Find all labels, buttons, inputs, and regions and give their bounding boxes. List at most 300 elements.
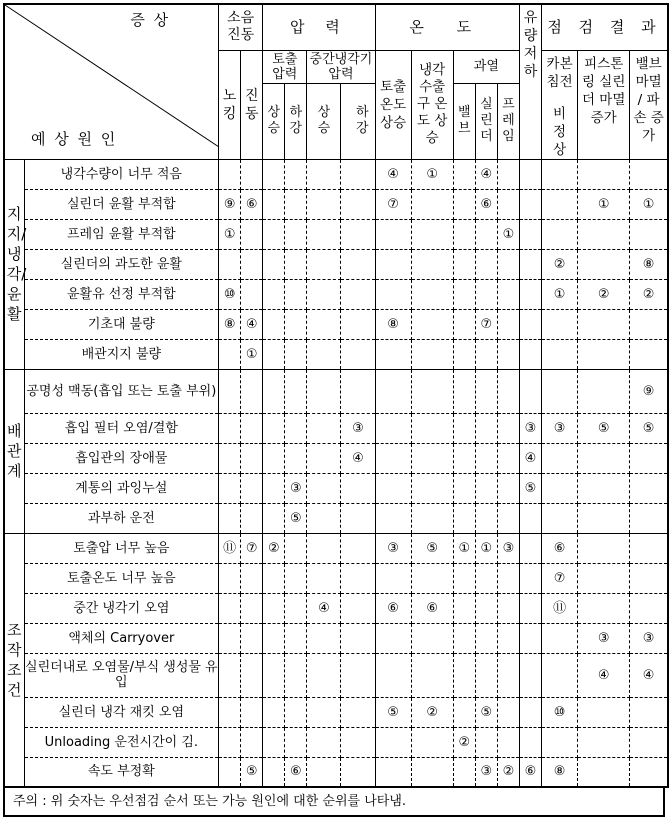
value-cell [475,249,497,279]
table-row [4,697,668,727]
overheat-header: 과열 [453,50,519,83]
value-cell [219,503,241,533]
value-cell [219,653,241,697]
value-cell: ② [411,697,453,727]
value-cell [519,249,541,279]
value-cell [578,219,630,249]
value-cell: ⑥ [519,757,541,787]
value-cell [630,159,668,189]
value-cell [411,279,453,309]
value-cell [219,593,241,623]
value-cell: ④ [630,653,668,697]
value-cell [219,443,241,473]
value-cell [241,563,263,593]
table-row [4,443,668,473]
value-cell [219,697,241,727]
dp-rise-header: 상승 [263,83,285,159]
value-cell [241,249,263,279]
value-cell [307,473,341,503]
value-cell [241,503,263,533]
value-cell [285,653,307,697]
value-cell [307,159,341,189]
value-cell: ⑦ [375,189,411,219]
value-cell [375,249,411,279]
value-cell [475,473,497,503]
cause-cell: 냉각수량이 너무 적음 [24,159,219,189]
value-cell [453,757,475,787]
value-cell [307,249,341,279]
value-cell: ⑤ [285,503,307,533]
value-cell: ⑦ [542,563,578,593]
value-cell [519,623,541,653]
value-cell: ⑥ [241,189,263,219]
vibration-header: 진동 [241,50,263,159]
value-cell [542,727,578,757]
value-cell [341,189,375,219]
value-cell [453,309,475,339]
table-row [4,503,668,533]
cause-cell: 토출압 너무 높음 [24,533,219,563]
table-row [4,563,668,593]
value-cell [219,623,241,653]
value-cell [542,473,578,503]
value-cell [542,443,578,473]
value-cell: ③ [341,413,375,443]
value-cell [263,159,285,189]
value-cell [578,697,630,727]
value-cell [497,653,519,697]
value-cell [475,279,497,309]
value-cell [497,189,519,219]
value-cell [341,757,375,787]
value-cell [519,279,541,309]
value-cell [219,757,241,787]
value-cell [497,309,519,339]
value-cell [285,533,307,563]
value-cell: ① [542,279,578,309]
value-cell [542,189,578,219]
value-cell [453,653,475,697]
value-cell [453,339,475,369]
value-cell [411,309,453,339]
value-cell [411,443,453,473]
cause-cell: 실린더 냉각 재킷 오염 [24,697,219,727]
value-cell [411,757,453,787]
value-cell [263,653,285,697]
value-cell [263,473,285,503]
value-cell [219,473,241,503]
value-cell: ② [263,533,285,563]
value-cell [630,339,668,369]
value-cell [497,503,519,533]
value-cell [241,159,263,189]
value-cell [341,623,375,653]
value-cell [341,727,375,757]
ip-rise-header: 상승 [307,83,341,159]
value-cell: ④ [341,443,375,473]
value-cell [375,339,411,369]
pressure-header: 압 력 [263,4,375,50]
value-cell [341,279,375,309]
value-cell [497,413,519,443]
value-cell [375,473,411,503]
cause-cell: 흡입관의 장애물 [24,443,219,473]
group-operating-conditions: 조작조건 [4,533,24,787]
overheat-frame-header: 프레임 [497,83,519,159]
value-cell [307,757,341,787]
value-cell [285,443,307,473]
cause-cell: 배관지지 불량 [24,339,219,369]
value-cell [285,727,307,757]
value-cell [241,443,263,473]
value-cell [475,563,497,593]
overheat-valve-header: 밸브 [453,83,475,159]
inspection-header: 점 검 결 과 [542,4,668,50]
value-cell [453,563,475,593]
value-cell [453,159,475,189]
cause-cell: 액체의 Carryover [24,623,219,653]
value-cell: ④ [519,443,541,473]
value-cell [411,249,453,279]
value-cell [497,249,519,279]
value-cell: ③ [542,413,578,443]
value-cell [453,279,475,309]
value-cell [411,369,453,413]
footnote: 주의 : 위 숫자는 우선점검 순서 또는 가능 원인에 대한 순위를 나타냄. [3,787,665,817]
troubleshooting-table-wrapper [3,3,669,809]
table-row [4,339,668,369]
value-cell [411,563,453,593]
group-support-cooling-lubrication: 지지/냉각/윤활 [4,159,24,369]
value-cell [219,339,241,369]
value-cell [475,443,497,473]
value-cell [411,413,453,443]
value-cell: ② [453,727,475,757]
value-cell [519,653,541,697]
value-cell [519,533,541,563]
value-cell [411,189,453,219]
cause-cell: 기초대 불량 [24,309,219,339]
value-cell [542,309,578,339]
value-cell [578,443,630,473]
value-cell [285,593,307,623]
value-cell [519,727,541,757]
value-cell [475,727,497,757]
value-cell [519,369,541,413]
value-cell [630,727,668,757]
value-cell [578,369,630,413]
value-cell [542,653,578,697]
value-cell [453,443,475,473]
value-cell [497,369,519,413]
value-cell [497,593,519,623]
table-row [4,159,668,189]
value-cell: ⑥ [411,593,453,623]
value-cell [453,503,475,533]
value-cell [375,413,411,443]
value-cell: ⑤ [241,757,263,787]
value-cell: ⑨ [630,369,668,413]
value-cell [341,533,375,563]
value-cell [578,473,630,503]
value-cell [453,697,475,727]
value-cell [307,413,341,443]
value-cell: ⑤ [411,533,453,563]
value-cell: ⑩ [219,279,241,309]
value-cell [263,593,285,623]
corner-header [4,4,219,159]
value-cell: ① [241,339,263,369]
value-cell [497,339,519,369]
intercooler-pressure-header: 중간냉각기 압력 [307,50,375,83]
value-cell: ② [578,279,630,309]
cause-cell: 계통의 과잉누설 [24,473,219,503]
value-cell [578,727,630,757]
symptom-header: 증 상 [130,11,171,29]
value-cell [519,339,541,369]
value-cell [307,563,341,593]
value-cell: ⑧ [375,309,411,339]
value-cell [263,309,285,339]
value-cell: ③ [519,413,541,443]
value-cell [375,503,411,533]
value-cell [578,249,630,279]
value-cell [497,563,519,593]
table-row [4,757,668,787]
value-cell [285,623,307,653]
group-piping: 배관계 [4,369,24,533]
value-cell [475,369,497,413]
value-cell [453,219,475,249]
value-cell [497,623,519,653]
value-cell [578,593,630,623]
value-cell [519,219,541,249]
table-row [4,249,668,279]
value-cell: ⑧ [542,757,578,787]
value-cell: ② [630,279,668,309]
value-cell [497,473,519,503]
value-cell [375,219,411,249]
value-cell [475,623,497,653]
value-cell: ① [475,533,497,563]
value-cell [578,503,630,533]
value-cell [241,593,263,623]
value-cell [453,369,475,413]
value-cell [341,473,375,503]
value-cell [411,727,453,757]
cause-cell: 윤활유 선정 부적합 [24,279,219,309]
value-cell [578,159,630,189]
value-cell [307,189,341,219]
value-cell [263,413,285,443]
value-cell [453,593,475,623]
overheat-cylinder-header: 실린더 [475,83,497,159]
value-cell [263,219,285,249]
cause-cell: 실린더내로 오염물/부식 생성물 유입 [24,653,219,697]
value-cell [375,727,411,757]
value-cell [241,653,263,697]
value-cell: ③ [285,473,307,503]
value-cell [307,623,341,653]
temperature-header: 온 도 [375,4,519,50]
value-cell: ⑦ [241,533,263,563]
value-cell [341,339,375,369]
value-cell [263,443,285,473]
value-cell [475,413,497,443]
value-cell [241,279,263,309]
cause-cell: 흡입 필터 오염/결함 [24,413,219,443]
value-cell [285,697,307,727]
value-cell: ① [630,189,668,219]
table-row [4,533,668,563]
value-cell: ⑪ [219,533,241,563]
value-cell [375,279,411,309]
value-cell: ⑤ [375,697,411,727]
corner-diagonal [5,5,219,147]
value-cell [630,697,668,727]
value-cell [578,533,630,563]
value-cell: ⑤ [578,413,630,443]
table-row [4,279,668,309]
value-cell [285,279,307,309]
value-cell [475,219,497,249]
value-cell [375,563,411,593]
value-cell: ① [578,189,630,219]
value-cell: ① [219,219,241,249]
value-cell [453,413,475,443]
discharge-pressure-header: 토출 압력 [263,50,307,83]
discharge-temp-header: 토출 온도 상승 [375,50,411,159]
value-cell [630,473,668,503]
value-cell [375,369,411,413]
value-cell: ① [453,533,475,563]
value-cell [285,339,307,369]
value-cell [411,473,453,503]
value-cell [263,279,285,309]
value-cell [241,473,263,503]
value-cell [341,369,375,413]
cause-cell: 속도 부정확 [24,757,219,787]
value-cell [453,473,475,503]
value-cell: ③ [375,533,411,563]
troubleshooting-table [3,3,669,788]
noise-vibration-header: 소음 진동 [219,4,263,50]
value-cell [630,533,668,563]
table-row [4,189,668,219]
value-cell [519,563,541,593]
value-cell [453,189,475,219]
value-cell [341,697,375,727]
table-row [4,593,668,623]
value-cell: ③ [578,623,630,653]
value-cell [497,443,519,473]
value-cell: ③ [630,623,668,653]
value-cell [630,219,668,249]
value-cell [542,159,578,189]
value-cell [341,563,375,593]
cause-cell: Unloading 운전시간이 김. [24,727,219,757]
value-cell [630,503,668,533]
table-row [4,219,668,249]
value-cell: ④ [307,593,341,623]
value-cell [263,563,285,593]
value-cell [263,339,285,369]
value-cell [241,727,263,757]
value-cell [241,219,263,249]
value-cell [241,413,263,443]
cause-cell: 공명성 맥동(흡입 또는 토출 부위) [24,369,219,413]
value-cell: ⑦ [475,309,497,339]
valve-wear-header: 밸브 마멸 / 파손 증가 [630,50,668,159]
table-row [4,623,668,653]
cause-cell: 실린더의 과도한 윤활 [24,249,219,279]
value-cell: ⑤ [630,413,668,443]
value-cell [475,593,497,623]
piston-ring-header: 피스톤 링 실린더 마멸 증가 [578,50,630,159]
value-cell [285,413,307,443]
table-row [4,309,668,339]
value-cell: ⑧ [630,249,668,279]
value-cell [475,653,497,697]
value-cell [219,727,241,757]
value-cell [307,533,341,563]
value-cell: ③ [475,757,497,787]
value-cell [453,623,475,653]
value-cell [542,503,578,533]
value-cell [263,189,285,219]
value-cell [263,697,285,727]
value-cell: ⑥ [285,757,307,787]
value-cell [578,563,630,593]
value-cell: ② [497,757,519,787]
value-cell [263,249,285,279]
value-cell [519,697,541,727]
value-cell [307,369,341,413]
value-cell [263,623,285,653]
value-cell [411,339,453,369]
value-cell [241,623,263,653]
value-cell [285,249,307,279]
value-cell [542,219,578,249]
value-cell [307,727,341,757]
value-cell [375,443,411,473]
cause-cell: 과부하 운전 [24,503,219,533]
value-cell [341,309,375,339]
value-cell [285,563,307,593]
oil-flow-header: 유량 저하 [519,4,541,159]
value-cell: ① [411,159,453,189]
value-cell [630,593,668,623]
value-cell [578,339,630,369]
value-cell [375,623,411,653]
value-cell [475,503,497,533]
value-cell: ④ [241,309,263,339]
value-cell [263,503,285,533]
value-cell [519,159,541,189]
value-cell: ⑥ [542,533,578,563]
value-cell [341,159,375,189]
value-cell [285,189,307,219]
value-cell [341,593,375,623]
cooling-water-temp-header: 냉각 수출 구 온도 상승 [411,50,453,159]
value-cell: ⑥ [375,593,411,623]
value-cell [307,339,341,369]
value-cell: ⑤ [475,697,497,727]
value-cell [578,309,630,339]
value-cell: ④ [475,159,497,189]
dp-fall-header: 하강 [285,83,307,159]
ip-fall-header: 하강 [341,83,375,159]
